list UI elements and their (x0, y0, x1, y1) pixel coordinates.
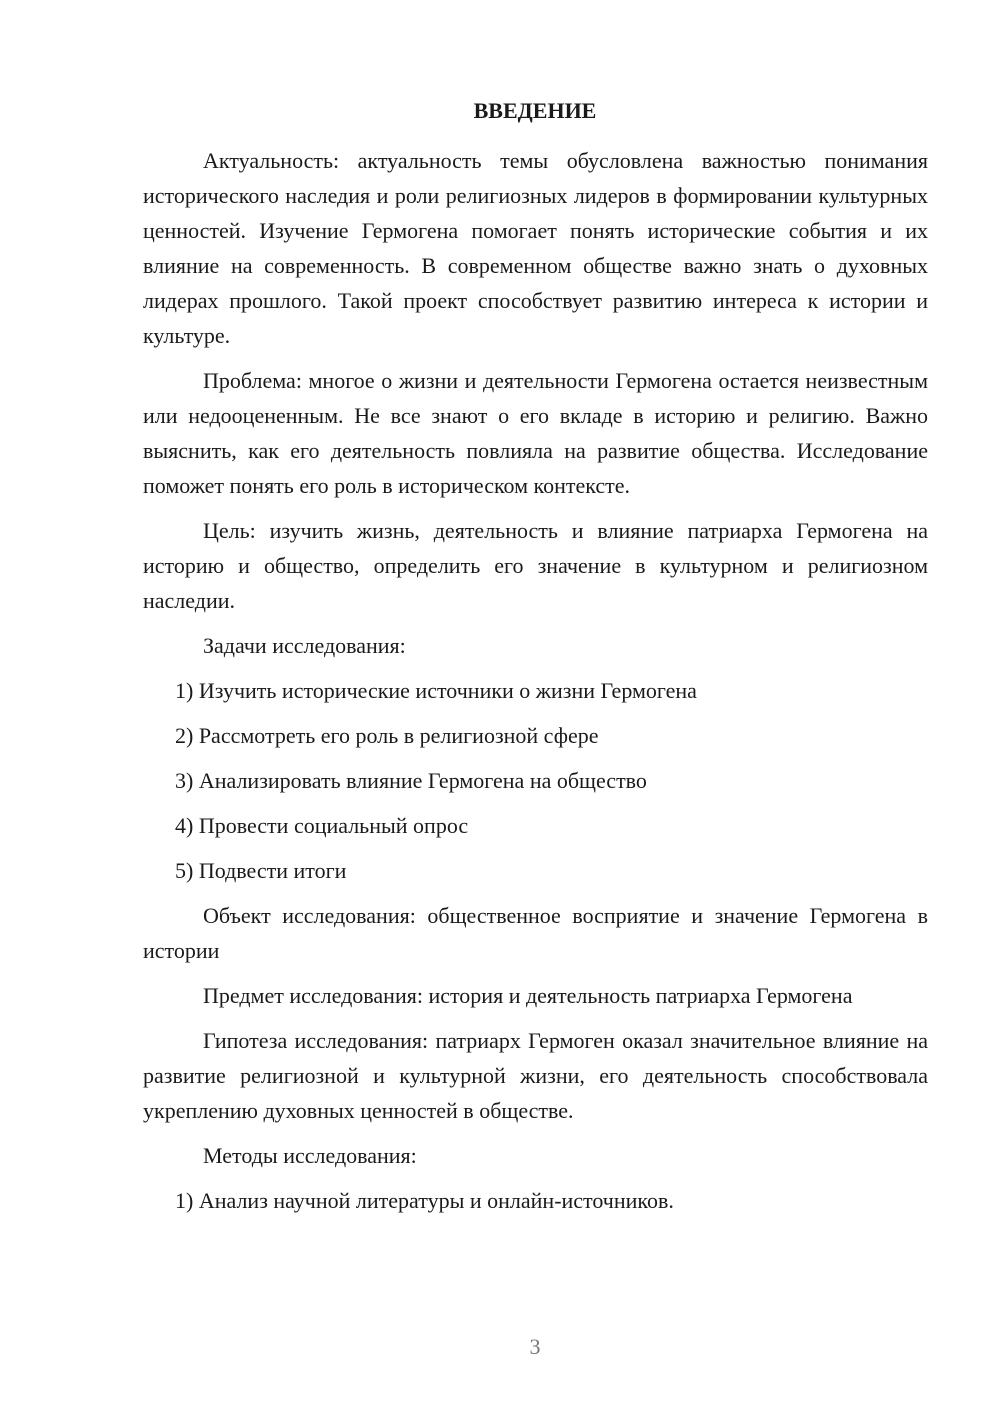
paragraph-hypothesis: Гипотеза исследования: патриарх Гермоген оказал значительное влияние на развитие религиозной и культурной жизни, его деятельность способствовала укреплению духовных ценностей в обществе. (143, 1028, 928, 1123)
list-item: 1) Анализ научной литературы и онлайн-источников. (175, 1188, 674, 1213)
paragraph-object: Объект исследования: общественное восприятие и значение Гермогена в истории (143, 903, 928, 963)
paragraph-goal: Цель: изучить жизнь, деятельность и влияние патриарха Гермогена на историю и общество, определить его значение в культурном и религиозном наследии. (143, 518, 928, 613)
methods-list (143, 1183, 928, 1218)
methods-heading: Методы исследования: (203, 1143, 417, 1168)
paragraph-problem: Проблема: многое о жизни и деятельности Гермогена остается неизвестным или недооцененным. Не все знают о его вкладе в историю и религию. Важно выяснить, как его деятельность повлияла на развитие общества. Исследование поможет понять его роль в историческом контексте. (143, 368, 928, 498)
page-number: 3 (529, 1334, 541, 1359)
list-item: 5) Подвести итоги (175, 858, 347, 883)
document-body (143, 143, 928, 1228)
tasks-heading: Задачи исследования: (203, 633, 406, 658)
list-item: 1) Изучить исторические источники о жизни Гермогена (175, 678, 697, 703)
page-title: ВВЕДЕНИЕ (473, 98, 597, 123)
tasks-list (143, 673, 928, 888)
list-item: 3) Анализировать влияние Гермогена на общество (175, 768, 647, 793)
paragraph-relevance: Актуальность: актуальность темы обусловлена важностью понимания исторического наследия и роли религиозных лидеров в формировании культурных ценностей. Изучение Гермогена помогает понять исторические события и их влияние на современность. В современном обществе важно знать о духовных лидерах прошлого. Такой проект способствует развитию интереса к истории и культуре. (143, 148, 928, 348)
paragraph-subject: Предмет исследования: история и деятельность патриарха Гермогена (203, 983, 853, 1008)
list-item: 4) Провести социальный опрос (175, 813, 469, 838)
list-item: 2) Рассмотреть его роль в религиозной сфере (175, 723, 599, 748)
